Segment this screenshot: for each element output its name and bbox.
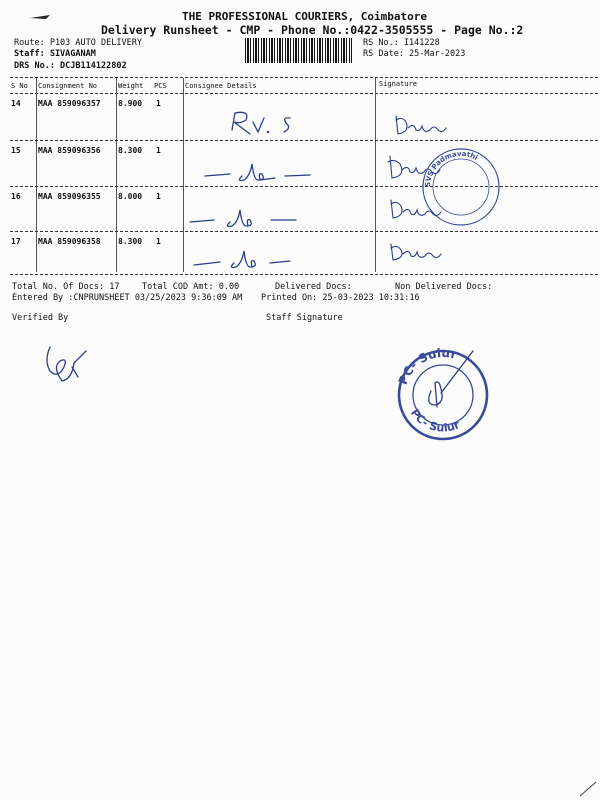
col-signature: Signature: [379, 80, 417, 88]
verified-by-label: Verified By: [12, 313, 69, 323]
table-top-rule: [10, 77, 598, 78]
drs-number: DRS No.: DCJB114122802: [14, 61, 127, 71]
row-weight: 8.000: [118, 192, 143, 201]
handwriting-ditto: [186, 204, 306, 232]
col-consignment: Consignment No: [38, 82, 98, 90]
verified-signature: [38, 343, 93, 388]
company-title: THE PROFESSIONAL COURIERS, Coimbatore: [182, 10, 428, 23]
row-pcs: 1: [156, 146, 161, 155]
row-weight: 8.900: [118, 99, 143, 108]
row-weight: 8.300: [118, 146, 143, 155]
header-rule: [10, 93, 598, 94]
row-consignment: MAA 859096355: [38, 192, 101, 201]
row-rule: [10, 140, 598, 141]
row-pcs: 1: [156, 99, 161, 108]
col-divider: [183, 78, 184, 272]
printed-on: Printed On: 25-03-2023 10:31:16: [261, 293, 420, 303]
scan-mark: [28, 13, 52, 21]
rs-number: RS No.: I141228: [363, 38, 440, 48]
delivered-docs: Delivered Docs:: [275, 282, 352, 292]
row-weight: 8.300: [118, 237, 143, 246]
signature-deepika: [385, 240, 445, 266]
small-stamp-text: SVS Padmavathi: [423, 149, 480, 188]
stamp-top-text: PC- Sulur: [395, 345, 459, 387]
non-delivered-docs: Non Delivered Docs:: [395, 282, 493, 292]
col-sno: S No: [11, 82, 28, 90]
svg-text:SVS Padmavathi: [424, 150, 479, 187]
row-consignment: MAA 859096356: [38, 146, 101, 155]
row-sno: 14: [11, 99, 21, 108]
svs-padmavathi-stamp: [420, 146, 502, 228]
staff-signature-label: Staff Signature: [266, 313, 343, 323]
handwriting-ditto: [200, 158, 320, 186]
row-pcs: 1: [156, 237, 161, 246]
col-divider: [375, 78, 376, 272]
stamp-bottom-text: PC- Sulur: [407, 406, 462, 435]
table-bottom-rule: [10, 274, 598, 275]
scan-corner-mark: [578, 780, 598, 798]
row-sno: 16: [11, 192, 21, 201]
row-sno: 15: [11, 146, 21, 155]
entered-by: Entered By :CNPRUNSHEET 03/25/2023 9:36:09 AM: [12, 293, 243, 303]
row-consignment: MAA 859096358: [38, 237, 101, 246]
staff-label: Staff: SIVAGANAM: [14, 49, 96, 59]
col-divider: [116, 78, 117, 272]
col-divider: [36, 78, 37, 272]
col-consignee: Consignee Details: [185, 82, 257, 90]
row-sno: 17: [11, 237, 21, 246]
handwriting-ditto: [190, 247, 310, 273]
row-consignment: MAA 859096357: [38, 99, 101, 108]
row-pcs: 1: [156, 192, 161, 201]
pc-sulur-stamp: [395, 343, 495, 443]
col-weight: Weight: [118, 82, 144, 90]
route-label: Route: P103 AUTO DELIVERY: [14, 38, 142, 48]
row-rule: [10, 186, 598, 187]
col-pcs: PCS: [154, 82, 167, 90]
signature-deepika: [390, 112, 450, 140]
total-docs: Total No. Of Docs: 17: [12, 282, 120, 292]
runsheet-subtitle: Delivery Runsheet - CMP - Phone No.:0422-3505555 - Page No.:2: [101, 23, 524, 37]
handwriting-rvs: [220, 108, 310, 138]
rs-date: RS Date: 25-Mar-2023: [363, 49, 466, 59]
total-cod: Total COD Amt: 0.00: [142, 282, 240, 292]
barcode: [245, 38, 352, 63]
